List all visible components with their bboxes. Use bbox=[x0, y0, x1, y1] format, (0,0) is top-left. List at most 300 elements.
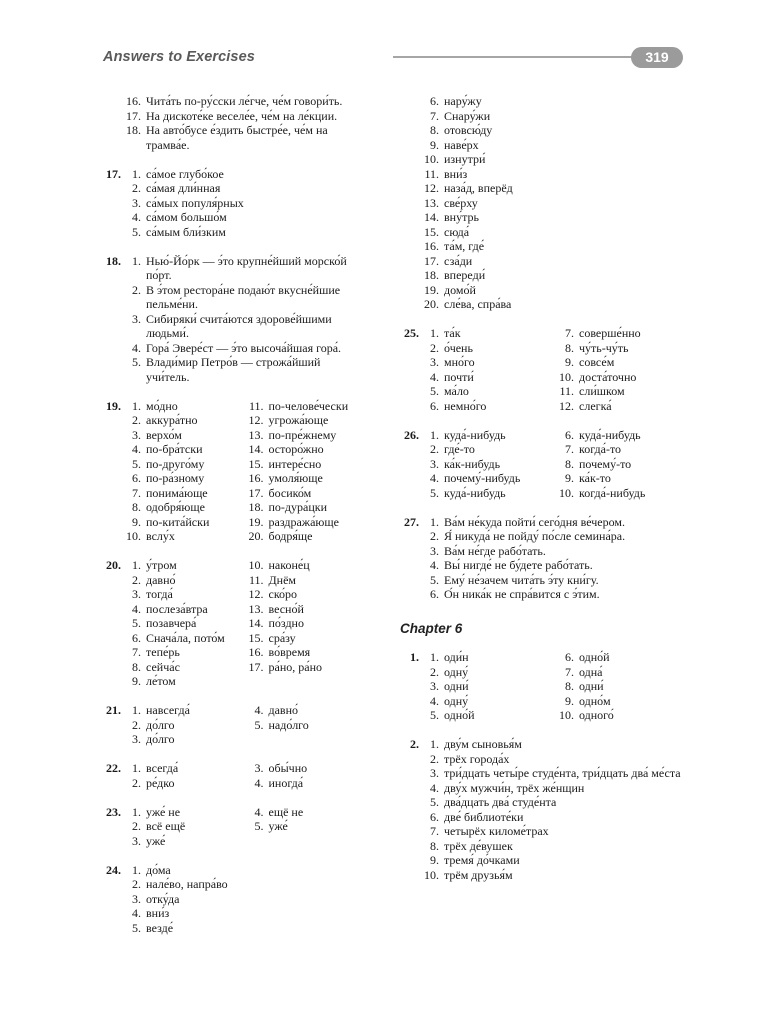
answer-item bbox=[249, 718, 366, 733]
answer-number: 11. bbox=[424, 166, 439, 181]
answer-text: чу́ть-чу́ть bbox=[579, 340, 629, 355]
answer-number: 14. bbox=[248, 616, 264, 630]
answer-number: 18. bbox=[248, 500, 264, 514]
answer-text: сле́ва, спра́ва bbox=[444, 297, 512, 311]
answer-item bbox=[126, 645, 243, 660]
answer-text: одно́й bbox=[444, 708, 475, 722]
exercise-block bbox=[398, 650, 688, 723]
answer-number: 4. bbox=[430, 558, 439, 572]
answer-text: почти́ bbox=[444, 369, 474, 384]
answer-number: 12. bbox=[559, 398, 574, 413]
answer-text: надо́лго bbox=[268, 717, 309, 732]
left-column bbox=[100, 94, 365, 950]
answer-text: умоля́юще bbox=[268, 471, 323, 485]
answer-item bbox=[424, 384, 553, 399]
answer-item bbox=[126, 921, 365, 936]
answer-number: 5. bbox=[430, 384, 439, 398]
answer-number: 3. bbox=[430, 679, 439, 693]
exercise-number: 1. bbox=[410, 650, 419, 664]
answer-item bbox=[424, 283, 688, 298]
answer-item bbox=[126, 399, 243, 414]
answer-list bbox=[126, 254, 365, 385]
answer-item bbox=[424, 471, 553, 486]
answer-number: 7. bbox=[565, 442, 574, 456]
answer-item bbox=[424, 428, 553, 443]
answer-text: куда́-нибудь bbox=[444, 485, 506, 500]
answer-number: 3. bbox=[132, 732, 141, 746]
answer-item bbox=[126, 225, 365, 240]
answer-item bbox=[126, 500, 243, 515]
answer-text: домо́й bbox=[444, 282, 476, 297]
exercise-block bbox=[398, 737, 688, 882]
answer-number: 8. bbox=[132, 500, 141, 514]
exercise-block bbox=[100, 399, 365, 544]
answer-text: мно́го bbox=[444, 355, 475, 369]
answer-number: 16. bbox=[248, 471, 264, 485]
answer-number: 5. bbox=[132, 456, 141, 471]
answer-text: одна́ bbox=[579, 664, 603, 679]
answer-text: дву́м сыновья́м bbox=[444, 737, 522, 751]
answer-text: у́тром bbox=[146, 558, 177, 572]
answer-list bbox=[126, 805, 365, 849]
answer-item bbox=[559, 471, 688, 486]
answer-number: 15. bbox=[248, 630, 264, 645]
answer-number: 3. bbox=[132, 427, 141, 442]
answer-number: 13. bbox=[424, 195, 439, 210]
answer-text: са́мом большо́м bbox=[146, 210, 227, 224]
answer-text: Снару́жи bbox=[444, 108, 491, 123]
answer-item bbox=[424, 370, 553, 385]
answer-number: 8. bbox=[565, 340, 574, 355]
answer-item bbox=[424, 587, 688, 602]
answer-text: верхо́м bbox=[146, 427, 182, 442]
answer-number: 2. bbox=[132, 819, 141, 833]
answer-item bbox=[249, 413, 366, 428]
answer-item bbox=[126, 602, 243, 617]
answer-item bbox=[126, 732, 243, 747]
answer-number: 1. bbox=[430, 650, 439, 664]
answer-text: о́чень bbox=[444, 340, 473, 355]
answer-text bbox=[269, 674, 366, 689]
answer-item bbox=[249, 573, 366, 588]
answer-text: одну́ bbox=[444, 664, 469, 679]
answer-item bbox=[126, 210, 365, 225]
answer-text: везде́ bbox=[146, 920, 174, 935]
header-rule bbox=[393, 56, 643, 58]
answer-item bbox=[424, 254, 688, 269]
answer-item bbox=[126, 877, 365, 892]
answer-number: 5. bbox=[132, 355, 141, 369]
answer-text: босико́м bbox=[268, 485, 312, 500]
answer-item bbox=[424, 442, 553, 457]
answer-number: 15. bbox=[248, 456, 264, 471]
answer-text: интере́сно bbox=[268, 456, 322, 471]
answer-item bbox=[424, 853, 688, 868]
answer-item bbox=[559, 384, 688, 399]
answer-item bbox=[559, 650, 688, 665]
exercise-number: 19. bbox=[106, 398, 121, 413]
page-number-badge: 319 bbox=[631, 47, 683, 68]
answer-number: 17. bbox=[248, 659, 264, 674]
exercise-block bbox=[398, 94, 688, 312]
answer-text: угрожа́юще bbox=[268, 413, 329, 427]
answer-number: 16. bbox=[126, 94, 141, 108]
answer-number: 3. bbox=[430, 456, 439, 471]
answer-number: 4. bbox=[430, 780, 439, 795]
answer-number: 5. bbox=[430, 708, 439, 722]
exercise-block bbox=[100, 167, 365, 240]
answer-text: Днём bbox=[268, 572, 297, 587]
answer-text: одно́м bbox=[579, 693, 611, 708]
answer-text: давно́ bbox=[146, 572, 176, 587]
chapter-heading: Chapter 6 bbox=[400, 620, 463, 636]
answer-item bbox=[126, 94, 365, 109]
answer-number: 3. bbox=[132, 833, 141, 848]
answer-item bbox=[249, 834, 366, 849]
answer-text bbox=[269, 732, 366, 747]
exercise-number: 22. bbox=[106, 761, 121, 775]
answer-text: навсегда́ bbox=[146, 703, 190, 717]
answer-number: 6. bbox=[132, 630, 141, 645]
answer-text: уже́ bbox=[146, 833, 166, 848]
answer-text: почему́-то bbox=[579, 456, 632, 471]
answer-item bbox=[249, 631, 366, 646]
answer-number: 2. bbox=[430, 529, 439, 543]
answer-text: тремя́ до́чками bbox=[444, 853, 520, 867]
exercise-block bbox=[398, 428, 688, 501]
answer-item bbox=[126, 819, 243, 834]
answer-number: 16. bbox=[248, 645, 264, 659]
answer-item bbox=[126, 573, 243, 588]
exercise-number: 17. bbox=[106, 166, 121, 181]
answer-item bbox=[559, 708, 688, 723]
answer-number: 14. bbox=[424, 210, 439, 224]
answer-item bbox=[249, 587, 366, 602]
answer-text: ка́к-нибудь bbox=[444, 456, 501, 471]
answer-item bbox=[126, 457, 243, 472]
answer-number: 4. bbox=[254, 703, 264, 717]
answer-number: 2. bbox=[132, 572, 141, 587]
answer-number: 5. bbox=[132, 224, 141, 239]
answer-number bbox=[249, 834, 269, 849]
answer-number: 10. bbox=[559, 369, 574, 384]
answer-item bbox=[126, 515, 243, 530]
answer-item bbox=[249, 471, 366, 486]
answer-item bbox=[559, 694, 688, 709]
answer-text: ско́ро bbox=[268, 587, 298, 601]
answer-number: 20. bbox=[424, 297, 439, 311]
answer-number: 4. bbox=[132, 340, 141, 355]
answer-item bbox=[126, 558, 243, 573]
answer-item bbox=[559, 486, 688, 501]
answer-text: На дискоте́ке веселе́е, че́м на ле́кции. bbox=[146, 108, 338, 123]
answer-item bbox=[424, 355, 553, 370]
answer-item bbox=[424, 558, 688, 573]
answer-text: Ва́м не́куда пойти́ сего́дня ве́чером. bbox=[444, 514, 625, 529]
answer-item bbox=[424, 752, 688, 767]
answer-number: 6. bbox=[430, 809, 439, 824]
answer-item bbox=[249, 761, 366, 776]
answer-number: 3. bbox=[430, 355, 439, 369]
answer-item bbox=[559, 679, 688, 694]
answer-number: 1. bbox=[430, 514, 439, 529]
answer-text: ма́ло bbox=[444, 384, 469, 398]
answer-number: 6. bbox=[565, 650, 574, 664]
answer-item bbox=[424, 486, 553, 501]
answer-number: 18. bbox=[126, 123, 141, 137]
answer-number: 11. bbox=[559, 384, 574, 398]
answer-number: 1. bbox=[132, 398, 141, 413]
answer-item bbox=[424, 650, 553, 665]
answer-item bbox=[249, 776, 366, 791]
answer-text: совсе́м bbox=[579, 355, 615, 369]
answer-item bbox=[424, 810, 688, 825]
answer-text: соверше́нно bbox=[579, 326, 641, 340]
answer-number: 12. bbox=[248, 413, 264, 427]
answer-number: 5. bbox=[132, 920, 141, 935]
answer-number: 17. bbox=[248, 485, 264, 500]
answer-number: 8. bbox=[430, 838, 439, 853]
answer-number: 4. bbox=[132, 601, 141, 616]
answer-number: 7. bbox=[430, 824, 439, 838]
answer-text: три́дцать четы́ре студе́нта, три́дцать два́ ме́ста bbox=[444, 766, 681, 780]
answer-text: Влади́мир Петро́в — строжа́йший учи́тель. bbox=[146, 355, 321, 384]
answer-number: 4. bbox=[430, 369, 439, 384]
exercise-number: 18. bbox=[106, 253, 121, 268]
answer-item bbox=[126, 776, 243, 791]
answer-text: отку́да bbox=[146, 891, 180, 906]
answer-text: одного́ bbox=[579, 708, 614, 722]
answer-text: са́мая дли́нная bbox=[146, 181, 221, 195]
answer-item bbox=[424, 94, 688, 109]
answer-text: понима́юще bbox=[146, 485, 208, 500]
answer-number: 5. bbox=[430, 795, 439, 809]
answer-text: всегда́ bbox=[146, 761, 179, 775]
answer-number bbox=[249, 674, 269, 689]
answer-text: ре́дко bbox=[146, 775, 175, 790]
answer-number: 1. bbox=[132, 761, 141, 775]
answer-text: одни́ bbox=[444, 679, 469, 693]
answer-item bbox=[559, 428, 688, 443]
answer-text: Снача́ла, пото́м bbox=[146, 630, 225, 645]
answer-text: ле́том bbox=[146, 674, 176, 688]
answer-item bbox=[249, 645, 366, 660]
answer-item bbox=[249, 529, 366, 544]
answer-number: 8. bbox=[132, 659, 141, 674]
answer-item bbox=[249, 442, 366, 457]
answer-text: Нью́-Йо́рк — э́то крупне́йший морско́й по́рт. bbox=[146, 253, 347, 282]
answer-text: доста́точно bbox=[579, 369, 637, 384]
answer-item bbox=[126, 486, 243, 501]
answer-number: 9. bbox=[430, 137, 439, 152]
answer-number: 10. bbox=[424, 867, 439, 882]
answer-text: два́дцать два́ студе́нта bbox=[444, 795, 557, 809]
answer-number: 17. bbox=[424, 253, 439, 268]
exercise-block bbox=[100, 254, 365, 385]
answer-list bbox=[424, 515, 688, 602]
answer-item bbox=[424, 138, 688, 153]
answer-text: Вы́ нигде́ не бу́дете рабо́тать. bbox=[444, 558, 593, 572]
answer-number: 1. bbox=[132, 253, 141, 268]
answer-text: На авто́бусе е́здить быстре́е, че́м на трамва́е. bbox=[146, 123, 328, 152]
answer-number: 2. bbox=[132, 181, 141, 195]
answer-number: 13. bbox=[248, 427, 264, 442]
answer-number: 4. bbox=[254, 775, 264, 790]
answer-text: изнутри́ bbox=[444, 152, 486, 166]
answer-text: нале́во, напра́во bbox=[146, 877, 228, 891]
answer-text: оди́н bbox=[444, 650, 469, 664]
answer-number: 6. bbox=[430, 587, 439, 601]
answer-item bbox=[126, 109, 365, 124]
answer-text: отовсю́ду bbox=[444, 123, 493, 137]
answer-text: позавчера́ bbox=[146, 616, 197, 630]
answer-text: до́лго bbox=[146, 717, 175, 732]
answer-text: куда́-нибудь bbox=[444, 427, 506, 442]
answer-number: 3. bbox=[430, 543, 439, 558]
answer-text: Чита́ть по-ру́сски ле́гче, че́м говори́ть. bbox=[146, 94, 343, 108]
exercise-number bbox=[100, 94, 126, 152]
answer-item bbox=[424, 737, 688, 752]
answer-list bbox=[424, 94, 688, 312]
answer-text: све́рху bbox=[444, 195, 478, 210]
answer-list bbox=[424, 737, 688, 882]
answer-text: послеза́втра bbox=[146, 601, 208, 616]
answer-text: мо́дно bbox=[146, 398, 178, 413]
answer-text: аккура́тно bbox=[146, 413, 198, 427]
answer-item bbox=[126, 123, 365, 152]
answer-number: 2. bbox=[132, 775, 141, 790]
answer-text: ра́но, ра́но bbox=[268, 659, 322, 674]
answer-item bbox=[126, 616, 243, 631]
answer-item bbox=[424, 297, 688, 312]
answer-number: 1. bbox=[132, 703, 141, 717]
answer-number: 1. bbox=[430, 737, 439, 751]
answer-number: 15. bbox=[424, 224, 439, 239]
answer-item bbox=[126, 863, 365, 878]
exercise-number bbox=[398, 94, 424, 312]
answer-number: 5. bbox=[430, 572, 439, 587]
answer-number: 9. bbox=[565, 471, 574, 485]
answer-number: 2. bbox=[132, 717, 141, 732]
answer-number: 8. bbox=[430, 123, 439, 137]
answer-item bbox=[249, 515, 366, 530]
answer-item bbox=[424, 515, 688, 530]
answer-list bbox=[126, 94, 365, 152]
answer-item bbox=[424, 239, 688, 254]
answer-number: 5. bbox=[132, 616, 141, 630]
answer-item bbox=[126, 196, 365, 211]
answer-item bbox=[126, 355, 365, 384]
answer-number: 4. bbox=[430, 693, 439, 708]
answer-number: 1. bbox=[132, 558, 141, 572]
answer-text: сли́шком bbox=[579, 384, 625, 398]
answer-text: осторо́жно bbox=[268, 442, 324, 456]
exercise-number: 23. bbox=[106, 804, 121, 819]
answer-number: 7. bbox=[132, 645, 141, 659]
answer-item bbox=[559, 442, 688, 457]
answer-number: 2. bbox=[132, 877, 141, 891]
answer-item bbox=[249, 558, 366, 573]
answer-item bbox=[424, 839, 688, 854]
answer-list bbox=[126, 761, 365, 790]
answer-number: 11. bbox=[248, 398, 264, 413]
answer-number: 4. bbox=[430, 471, 439, 485]
answer-item bbox=[126, 761, 243, 776]
answer-item bbox=[424, 573, 688, 588]
answer-item bbox=[424, 268, 688, 283]
answer-text: одобря́юще bbox=[146, 500, 205, 514]
answer-number: 9. bbox=[565, 355, 574, 369]
answer-text: трём друзья́м bbox=[444, 867, 513, 882]
answer-item bbox=[126, 703, 243, 718]
answer-text: до́ма bbox=[146, 862, 171, 877]
answer-text: до́лго bbox=[146, 732, 175, 746]
answer-number: 10. bbox=[424, 152, 439, 166]
answer-item bbox=[249, 486, 366, 501]
answer-text: впереди́ bbox=[444, 268, 486, 282]
answer-text: наве́рх bbox=[444, 137, 479, 152]
answer-text: Я́ никуда́ не пойду́ по́сле семина́ра. bbox=[444, 529, 626, 543]
answer-number: 10. bbox=[248, 558, 264, 572]
answer-number: 2. bbox=[132, 282, 141, 297]
answer-item bbox=[424, 152, 688, 167]
answer-list bbox=[126, 558, 365, 689]
answer-number: 17. bbox=[126, 108, 141, 123]
answer-number: 3. bbox=[132, 891, 141, 906]
answer-text: одно́й bbox=[579, 650, 610, 664]
answer-number: 19. bbox=[424, 282, 439, 297]
answer-number: 19. bbox=[248, 514, 264, 529]
answer-item bbox=[249, 457, 366, 472]
answer-text: ещё не bbox=[268, 804, 304, 819]
answer-text: по-дура́цки bbox=[268, 500, 328, 514]
answer-item bbox=[249, 399, 366, 414]
answer-number: 6. bbox=[565, 427, 574, 442]
answer-item bbox=[559, 665, 688, 680]
answer-item bbox=[424, 109, 688, 124]
answer-number: 9. bbox=[565, 693, 574, 708]
answer-number: 1. bbox=[132, 862, 141, 877]
answer-number: 5. bbox=[254, 819, 264, 833]
answer-item bbox=[249, 703, 366, 718]
answer-number: 14. bbox=[248, 442, 264, 456]
answer-number: 16. bbox=[424, 239, 439, 253]
answer-number: 3. bbox=[132, 195, 141, 210]
answer-text: иногда́ bbox=[268, 775, 304, 790]
answer-item bbox=[249, 660, 366, 675]
answer-item bbox=[126, 442, 243, 457]
answer-number: 10. bbox=[559, 708, 574, 722]
answer-item bbox=[424, 824, 688, 839]
answer-number: 7. bbox=[132, 485, 141, 500]
answer-number: 10. bbox=[126, 529, 141, 543]
answer-number: 2. bbox=[132, 413, 141, 427]
answer-number: 4. bbox=[132, 442, 141, 456]
answer-item bbox=[424, 167, 688, 182]
exercise-block bbox=[100, 863, 365, 936]
answer-number: 7. bbox=[565, 326, 574, 340]
answer-item bbox=[424, 679, 553, 694]
answer-item bbox=[424, 123, 688, 138]
answer-item bbox=[424, 708, 553, 723]
answer-item bbox=[424, 225, 688, 240]
answer-item bbox=[126, 631, 243, 646]
answer-text: та́к bbox=[444, 326, 461, 340]
answer-number: 4. bbox=[132, 210, 141, 224]
exercise-block bbox=[100, 94, 365, 152]
answer-text: сра́зу bbox=[268, 630, 296, 645]
answer-number: 12. bbox=[248, 587, 264, 601]
